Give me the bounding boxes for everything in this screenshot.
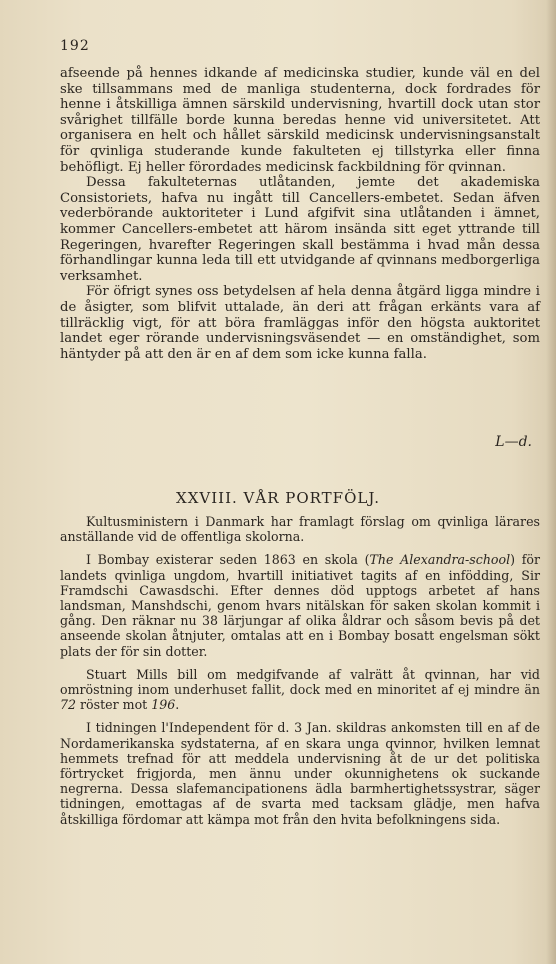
page-edge-shadow — [546, 0, 556, 964]
upper-text-block — [60, 66, 540, 362]
mill-text-a: Stuart Mills bill om medgifvande af valrätt åt qvinnan, har vid omröstning inom underhuset fallit, dock med en minoritet af ej mindre än — [60, 666, 540, 698]
paragraph-1: afseende på hennes idkande af medicinska studier, kunde väl en del ske tillsammans med de manliga studenterna, dock fordrades för henne i åtskilliga ämnen särskild undervisning, hvartill dock utan stor svårighet tillfälle borde kunna beredas henne vid universitetet. Att organisera en helt och hållet särskild medicinsk undervisningsanstalt för qvinliga studerande kunde fakulteten ej tillstyrka eller finna behöfligt. Ej heller förordades medicinsk fackbildning för qvinnan. — [60, 66, 540, 175]
paragraph-2: Dessa fakulteternas utlåtanden, jemte det akademiska Consistoriets, hafva nu ingått till Cancellers-embetet. Sedan äfven vederbörande auktoriteter i Lund afgifvit sina utlåtanden i ämnet, kommer Cancellers-embetet att härom insända sitt eget yttrande till Regeringen, hvarefter Regeringen skall bestämma i hvad mån dessa förhandlingar kunna leda till ett utvidgande af qvinnans medborgerliga verksamhet. — [60, 175, 540, 284]
notice-independent: I tidningen l'Independent för d. 3 Jan. skildras ankomsten till en af de Nordamerikanska sydstaterna, af en skara unga qvinnor, hvilken lemnat hemmets trefnad för att meddela undervisning åt de ur det politiska förtrycket frigjorda, men ännu under okunnighetens ok suckande negrerna. Dessa slafemancipationens ädla barmhertighetssystrar, säger tidningen, emottagas af de svarta med tacksam glädje, men hafva åtskilliga fördomar att kämpa mot från den hvita befolkningens sida. — [60, 720, 540, 827]
section-heading: XXVIII. VÅR PORTFÖLJ. — [176, 489, 380, 507]
bombay-text-b: ) för landets qvinliga ungdom, hvartill initiativet tagits af en infödding, Sir Framdschi Cawasdschi. Efter dennes död upptogs arbetet af hans landsman, Manshdschi, genom hvars nitälskan för saken skolan kommit i gång. Den räknar nu 38 lärjungar af olika åldrar och såsom bevis på det anseende skolan åtnjuter, omtalas att en i Bombay bosatt engelsman sökt plats der för sin dotter. — [60, 552, 540, 659]
school-name: The Alexandra-school — [369, 552, 511, 568]
notice-list — [60, 514, 540, 827]
vote-majority: 196 — [151, 697, 176, 713]
bombay-text-a: I Bombay existerar seden 1863 en skola ( — [86, 552, 370, 568]
signature: L—d. — [495, 434, 532, 450]
mill-text-b: röster mot — [76, 697, 152, 713]
notice-denmark: Kultusministern i Danmark har framlagt förslag om qvinliga lärares anställande vid de offentliga skolorna. — [60, 514, 540, 545]
page-number: 192 — [60, 38, 90, 54]
vote-minority: 72 — [60, 697, 77, 713]
notice-bombay — [60, 552, 540, 658]
notice-mill — [60, 667, 540, 713]
mill-text-c: . — [175, 697, 180, 713]
paragraph-3: För öfrigt synes oss betydelsen af hela denna åtgärd ligga mindre i de åsigter, som blifvit uttalade, än deri att frågan erkänts vara af tillräcklig vigt, för att böra framläggas inför den högsta auktoritet landet eger rörande undervisningsväsendet — en omständighet, som häntyder på att den är en af dem som icke kunna falla. — [60, 284, 540, 362]
